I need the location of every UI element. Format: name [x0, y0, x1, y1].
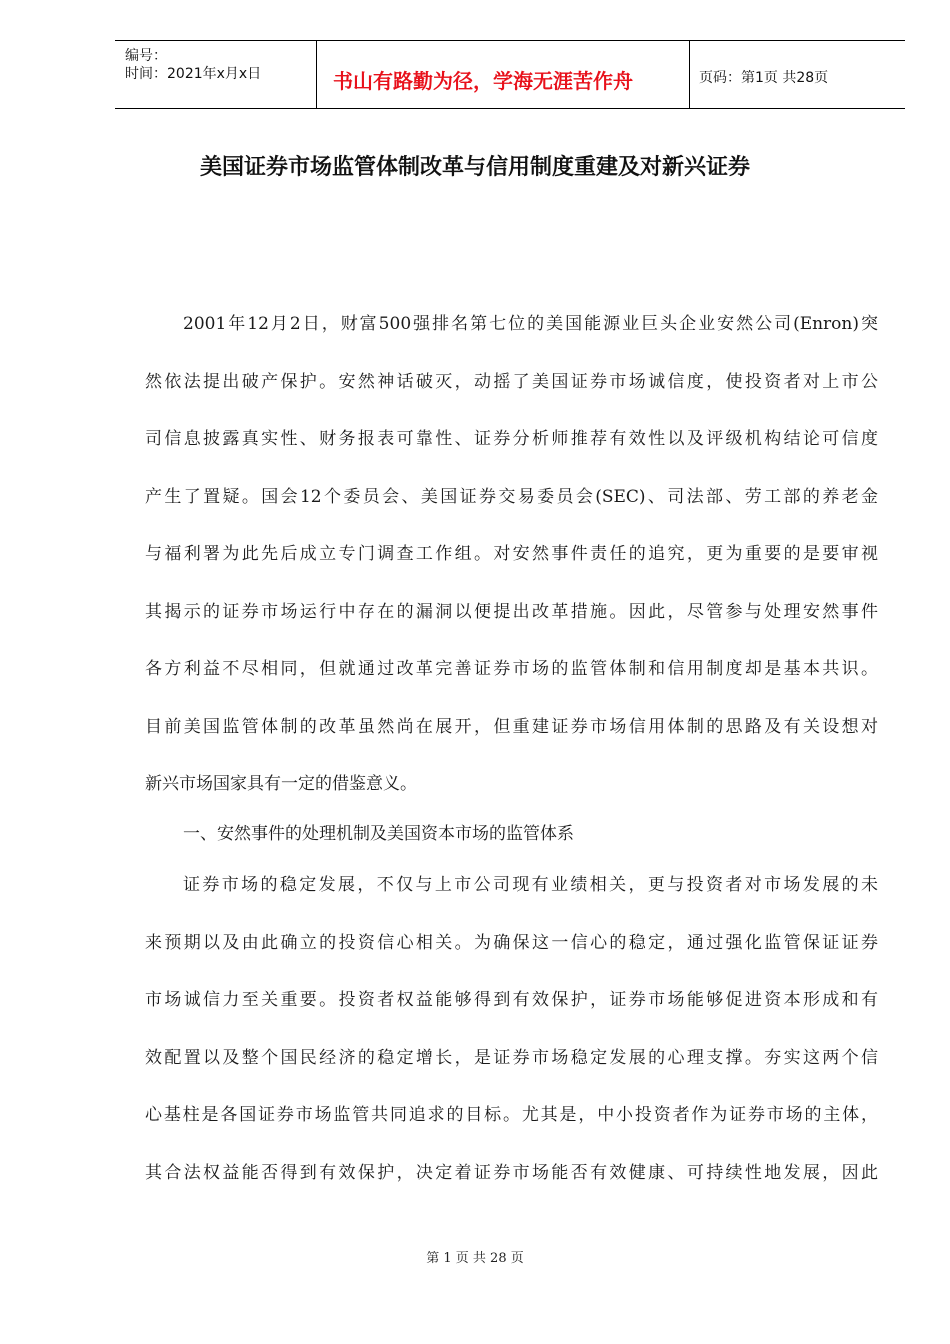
page-code: 页码：第1页 共28页 — [699, 70, 829, 86]
paragraph-line: 目前美国监管体制的改革虽然尚在展开，但重建证券市场信用体制的思路及有关设想对 — [145, 717, 878, 737]
paragraph-line: 心基柱是各国证券市场监管共同追求的目标。尤其是，中小投资者作为证券市场的主体， — [145, 1105, 878, 1125]
paragraph-line: 市场诚信力至关重要。投资者权益能够得到有效保护，证券市场能够促进资本形成和有 — [145, 990, 878, 1010]
header-divider — [316, 41, 317, 108]
paragraph-line: 其合法权益能否得到有效保护，决定着证券市场能否有效健康、可持续性地发展，因此 — [145, 1163, 878, 1183]
document-title: 美国证券市场监管体制改革与信用制度重建及对新兴证券 — [199, 155, 750, 180]
paragraph-line: 产生了置疑。国会12个委员会、美国证券交易委员会(SEC)、司法部、劳工部的养老金 — [145, 487, 878, 507]
paragraph-line: 新兴市场国家具有一定的借鉴意义。 — [145, 774, 417, 794]
section-heading: 一、安然事件的处理机制及美国资本市场的监管体系 — [183, 824, 574, 844]
serial-label: 编号： — [125, 48, 167, 64]
paragraph-line: 与福利署为此先后成立专门调查工作组。对安然事件责任的追究，更为重要的是要审视 — [145, 544, 878, 564]
paragraph-line: 其揭示的证券市场运行中存在的漏洞以便提出改革措施。因此，尽管参与处理安然事件 — [145, 602, 878, 622]
header-divider — [689, 41, 690, 108]
paragraph-line: 各方利益不尽相同，但就通过改革完善证券市场的监管体制和信用制度却是基本共识。 — [145, 659, 878, 679]
paragraph-line: 来预期以及由此确立的投资信心相关。为确保这一信心的稳定，通过强化监管保证证券 — [145, 933, 878, 953]
paragraph-line: 司信息披露真实性、财务报表可靠性、证券分析师推荐有效性以及评级机构结论可信度 — [145, 429, 878, 449]
time-label: 时间：2021年x月x日 — [125, 66, 262, 82]
motto: 书山有路勤为径，学海无涯苦作舟 — [333, 69, 633, 93]
paragraph-line: 效配置以及整个国民经济的稳定增长，是证券市场稳定发展的心理支撑。夯实这两个信 — [145, 1048, 878, 1068]
paragraph-line: 2001年12月2日，财富500强排名第七位的美国能源业巨头企业安然公司(Enron)突 — [183, 314, 878, 334]
paragraph-line: 证券市场的稳定发展，不仅与上市公司现有业绩相关，更与投资者对市场发展的未 — [183, 875, 878, 895]
paragraph-line: 然依法提出破产保护。安然神话破灭，动摇了美国证券市场诚信度，使投资者对上市公 — [145, 372, 878, 392]
page-footer: 第 1 页 共 28 页 — [426, 1251, 524, 1266]
header-table — [115, 40, 905, 109]
